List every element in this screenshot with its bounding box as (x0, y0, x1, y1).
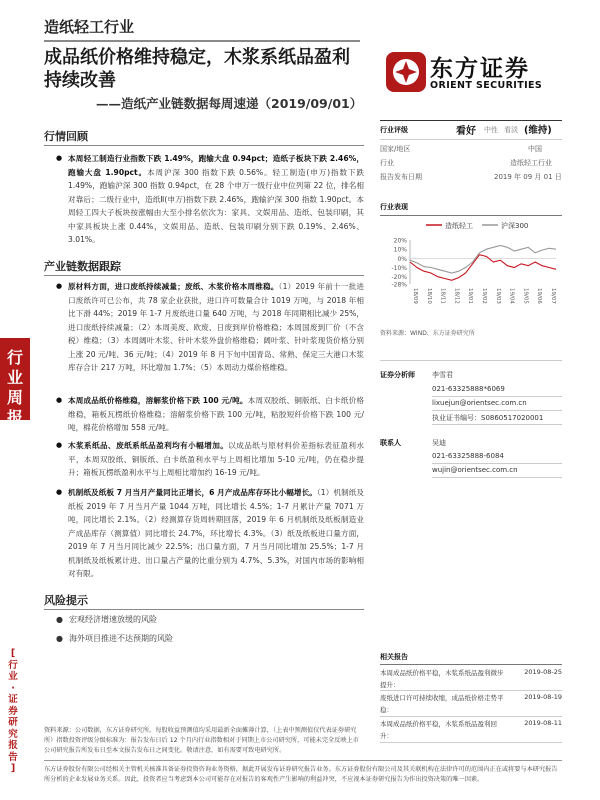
analyst-cert: 执业证书编号：S0860517020001 (432, 414, 544, 422)
bullet-icon: ● (56, 441, 63, 449)
sector-label: 造纸轻工行业 (44, 18, 135, 36)
related-title: 相关报告 (380, 653, 408, 661)
section-rule (44, 609, 364, 610)
x-tick-label: 18/12 (453, 288, 460, 304)
y-tick-label: -20% (391, 274, 407, 282)
series-line (410, 246, 556, 274)
info-date-label: 报告发布日期 (380, 173, 422, 181)
x-tick-label: 19/07 (550, 288, 556, 304)
orient-securities-logo (386, 44, 562, 102)
section-market-title: 行情回顾 (44, 130, 88, 143)
info-country-label: 国家/地区 (380, 145, 411, 153)
sidebar-report-category: [ 行 业 · 证 券 研 究 报 告 ] (8, 648, 18, 774)
x-tick-label: 18/11 (439, 288, 446, 304)
related-report-3[interactable]: 本周成品纸价格平稳，木浆系纸品盈利回 升： 2019-08-11 (380, 719, 562, 740)
bullet-icon: ● (56, 282, 63, 290)
related-report-1[interactable]: 本周成品纸价格平稳，木浆系纸品盈利微步 提升： 2019-08-25 (380, 668, 562, 689)
x-tick-label: 19/01 (467, 288, 474, 304)
bullet-icon: ● (56, 396, 63, 404)
related-report-2[interactable]: 废纸进口许可持续收缩，成品纸价格走势平 稳： 2019-08-19 (380, 693, 562, 714)
perf-title: 行业表现 (380, 203, 408, 211)
bullet-icon: ● (56, 634, 63, 643)
y-tick-label: -28% (391, 281, 407, 289)
bullet-icon: ● (56, 488, 63, 496)
perf-source: 资料来源：WIND、东方证券研究所 (380, 330, 475, 337)
logo-mark-icon (386, 52, 426, 92)
x-tick-label: 19/05 (522, 288, 529, 304)
footer-rule (44, 760, 562, 761)
report-title: 成品纸价格维持稳定，木浆系纸品盈利 持续改善 (44, 47, 350, 91)
chain-bullet-output: ● 机制纸及纸板 7 月当月产量同比正增长，6 月产成品库存环比小幅增长。（1）机制纸及纸板 2019 年 7 月当月产量 1044 万吨，同比增长 4.5%；1-7 月累计产量 7071 万吨，同比增长 2.1%。（2）经测算存货周转期回落，2019 年 6 月机制纸及纸板制造业产成品库存（测算值）同比增长 24.7%，环比增长 4.3%。（3）纸及纸板进口量方面，2019 年 7 月当月同比减少 22.5%；出口量方面，7 月当月同比增加 25.5%；1-7 月机制纸及纸板累计进、出口量占产量的比重分别为 4.7%、5.3%，对国内市场的影响相对有限。 (56, 488, 365, 578)
contact-tel: 021-63325888-6084 (432, 452, 504, 460)
analyst-name: 李雪君 (432, 371, 453, 379)
chain-bullet-raw-materials: ● 原材料方面，进口废纸持续减量；废纸、木浆价格本周维稳。（1）2019 年前十一批进口废纸许可已公布，共 78 家企业获批，进口许可数量合计 1019 万吨，与 2018 年相比下滑 44%；2019 年 1-7 月废纸进口量 640 万吨，与 2018 年同期相比减少 25%，进口废纸持续减量；（2）本周美废、欧废、日废到岸价格维稳；本周国废到厂价（不含税）维稳；（3）本周阔叶木浆、针叶木浆外盘价格维稳；阔叶浆、针叶浆现货价格分别上涨 20 元/吨、36 元/吨；（4）2019 年 8 月下旬中国青岛、常熟、保定三大港口木浆库存合计 217 万吨，环比增加 1.7%；（5）本周动力煤价格维稳。 (56, 282, 364, 372)
x-tick-label: 19/06 (536, 288, 543, 304)
section-risk-title: 风险提示 (44, 594, 88, 607)
legend-label: 沪深300 (501, 222, 529, 230)
info-date-value: 2019 年 09 月 01 日 (494, 173, 562, 181)
header-rule (44, 40, 360, 42)
y-tick-label: 0% (397, 255, 407, 263)
x-tick-label: 18/10 (425, 288, 432, 304)
section-rule (44, 145, 364, 146)
industry-performance-chart (380, 218, 562, 320)
info-industry-value: 造纸轻工行业 (510, 159, 552, 167)
x-tick-label: 19/02 (481, 288, 487, 304)
x-tick-label: 19/04 (508, 288, 515, 304)
rating-neutral: 中性 (484, 126, 498, 134)
market-bullet: ● 本周轻工制造行业指数下跌 1.49%，跑输大盘 0.94pct；造纸子板块下跌 2.46%，跑输大盘 1.90pct。本周沪深 300 指数下跌 0.56%。轻工制造(申万)指数下跌 1.49%，跑输沪深 300 指数 0.94pct，在 28 个申万一级行业中位列第 22 位，排名相对靠后；二级行业中，造纸Ⅱ(申万)指数下跌 2.46%，跑输沪深 300 指数 1.90pct。本周轻工四大子板块按涨幅由大至小排名依次为：家具、文娱用品、造纸、包装印刷，其中家具板块上涨 0.44%，文娱用品、造纸、包装印刷分别下跌 0.19%、2.46%、3.01%。 (56, 154, 364, 244)
bullet-icon: ● (56, 154, 63, 162)
section-rule (44, 275, 364, 276)
sidebar-report-type: 行 业 周 报 (0, 338, 30, 420)
rating-label: 行业评级 (380, 126, 408, 134)
analyst-tel: 021-63325888*6069 (432, 385, 505, 393)
chain-bullet-profit: ● 木浆系纸品、废纸系纸品盈利均有小幅增加。以成品纸与原材料价差指标表征盈利水平，本周双胶纸、铜版纸、白卡纸盈利水平与上周相比增加 5-10 元/吨，仍在稳步提升；箱板瓦楞纸盈利水平与上周相比增加约 16-19 元/吨。 (56, 441, 365, 477)
section-chain-title: 产业链数据跟踪 (44, 260, 121, 273)
contact-email[interactable]: wujin@orientsec.com.cn (432, 466, 518, 474)
x-tick-label: 19/03 (494, 288, 501, 304)
y-tick-label: -10% (391, 265, 407, 272)
info-industry-label: 行业 (380, 159, 394, 167)
info-country-value: 中国 (528, 145, 542, 153)
logo-name-cn: 东方证券 (430, 55, 530, 82)
risk-item: ● 宏观经济增速放缓的风险 (56, 615, 157, 624)
legend-label: 造纸轻工 (445, 222, 473, 230)
analyst-email[interactable]: lixuejun@orientsec.com.cn (432, 399, 527, 407)
rating-maintain: (维持) (524, 125, 552, 136)
rating-negative: 看淡 (504, 126, 518, 134)
contact-role: 联系人 (380, 439, 401, 447)
rating-value: 看好 (456, 126, 476, 137)
x-tick-label: 18/09 (412, 288, 418, 304)
chain-bullet-paper-price: ● 本周成品纸价格维稳，溶解浆价格下跌 100 元/吨。本周双胶纸、铜版纸、白卡纸价格维稳，箱板瓦楞纸价格维稳；溶解浆价格下跌 100 元/吨，粘胶短纤价格下跌 100 元/吨，棉花价格增加 558 元/吨。 (56, 396, 364, 432)
data-disclaimer: 资料来源：公司数据，东方证券研究所。每股收益预测值均采用最新全面摊薄计算，（上表中预测值仅代表证券研究所）指数投资评级分级标准为：报告发布日后 12 个月内行业指数相对于同期上市公司研究所，可能未完全反映上市公司研究报告所发布日至本文报告发布日之间变化。敬请注意，如有需要可致电研究所。 (44, 727, 359, 754)
logo-name-en: ORIENT SECURITIES (430, 80, 543, 91)
bullet-icon: ● (56, 615, 63, 624)
footer-statement: 东方证券股份有限公司经相关主管机关核准具备证券投资咨询业务资格，据此开展发布证券研究报告业务。东方证券股份有限公司及其关联机构在法律许可的范围内正在或将要与本研究报告所分析的企业发展业务关系。因此，投资者应当考虑到本公司可能存在对报告的客观性产生影响的利益冲突，不应视本证券研究报告为作出投资决策的唯一因素。 (44, 766, 558, 783)
analyst-role: 证券分析师 (380, 371, 415, 379)
risk-item: ● 海外项目推进不达预期的风险 (56, 634, 173, 643)
report-subtitle: ——造纸产业链数据每周速递（2019/09/01） (96, 96, 363, 111)
y-tick-label: 10% (393, 246, 407, 254)
y-tick-label: 20% (393, 237, 407, 245)
contact-name: 吴迪 (432, 439, 446, 447)
